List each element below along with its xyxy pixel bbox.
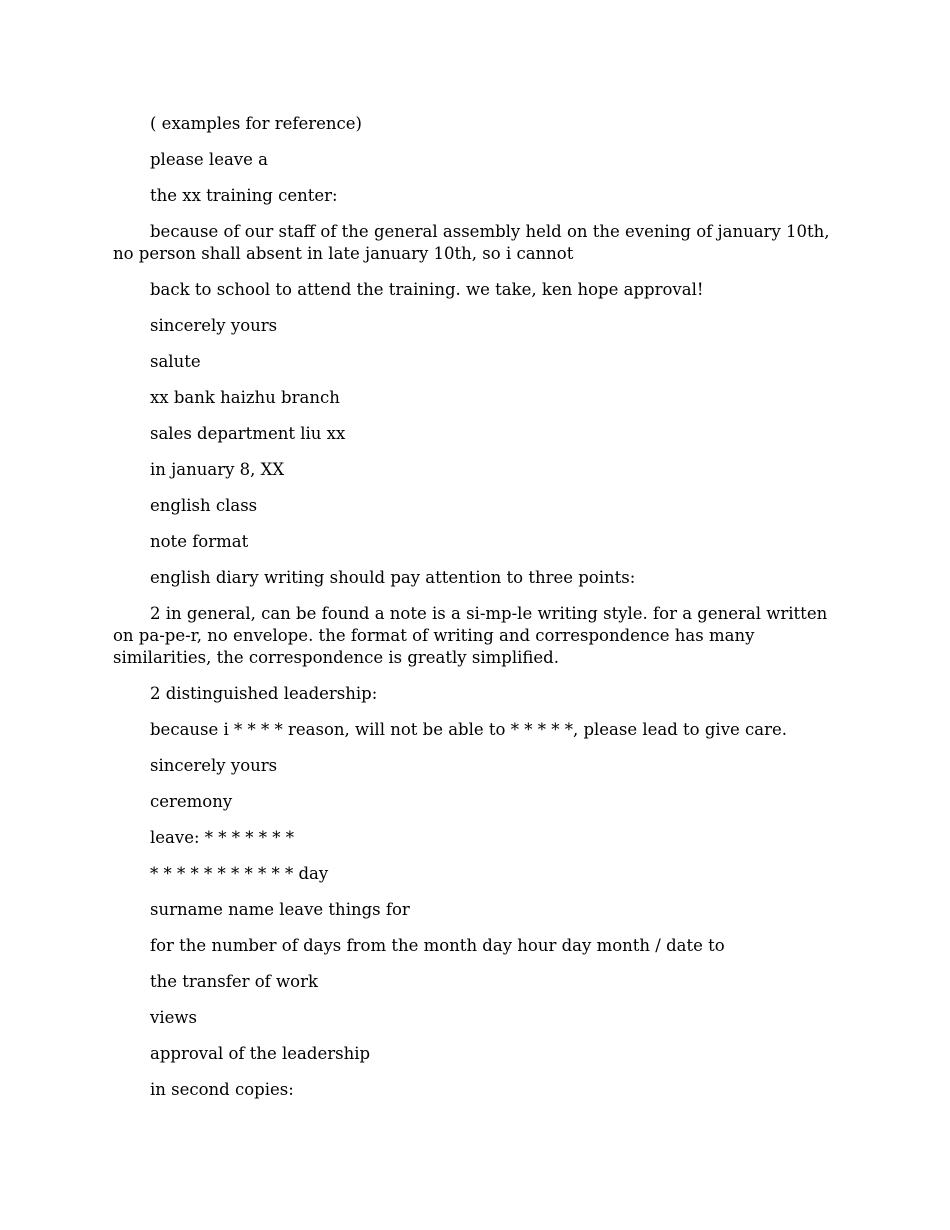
document-body — [113, 113, 843, 1115]
paragraph-points-intro: english diary writing should pay attention to three points: — [150, 568, 636, 587]
paragraph-template-closing: sincerely yours — [150, 756, 278, 775]
paragraph-leadership: 2 distinguished leadership: — [150, 684, 378, 703]
paragraph-closing: sincerely yours — [150, 316, 278, 335]
paragraph-date: in january 8, XX — [150, 460, 285, 479]
paragraph-note-description: 2 in general, can be found a note is a si-mp-le writing style. for a general written on pa-pe-r, no envelope. the format of writing and correspondence has many similarities, the correspondence is greatly simplified. — [113, 604, 828, 667]
paragraph-branch: xx bank haizhu branch — [150, 388, 340, 407]
paragraph-surname-field: surname name leave things for — [150, 900, 410, 919]
paragraph-views-field: views — [150, 1008, 197, 1027]
paragraph-salute: salute — [150, 352, 201, 371]
paragraph-approval-field: approval of the leadership — [150, 1044, 371, 1063]
paragraph-signature: sales department liu xx — [150, 424, 346, 443]
paragraph-request: back to school to attend the training. we take, ken hope approval! — [150, 280, 704, 299]
paragraph-salutation: the xx training center: — [150, 186, 338, 205]
paragraph-copies-field: in second copies: — [150, 1080, 294, 1099]
paragraph-template-reason: because i * * * * reason, will not be able to * * * * *, please lead to give care. — [150, 720, 787, 739]
paragraph-reason: because of our staff of the general assembly held on the evening of january 10th, no person shall absent in late january 10th, so i cannot — [113, 222, 830, 263]
paragraph-reference-note: ( examples for reference) — [150, 114, 362, 133]
paragraph-day-field: * * * * * * * * * * * day — [150, 864, 329, 883]
paragraph-ceremony: ceremony — [150, 792, 233, 811]
paragraph-days-field: for the number of days from the month day hour day month / date to — [150, 936, 725, 955]
paragraph-class-heading: english class — [150, 496, 258, 515]
paragraph-leave-field: leave: * * * * * * * — [150, 828, 294, 847]
paragraph-format-heading: note format — [150, 532, 249, 551]
paragraph-transfer-field: the transfer of work — [150, 972, 318, 991]
paragraph-leave-title: please leave a — [150, 150, 268, 169]
